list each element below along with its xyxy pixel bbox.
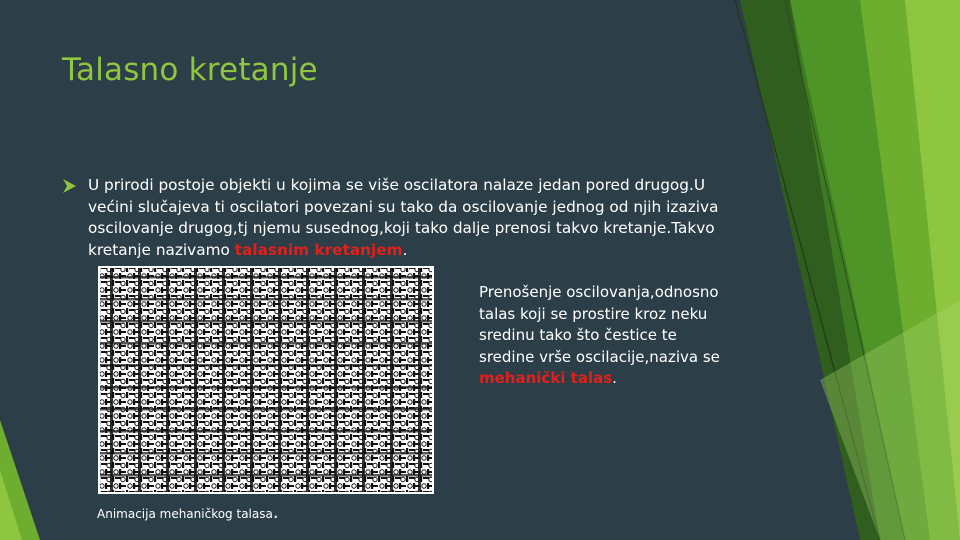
bullet-text-body: U prirodi postoje objekti u kojima se više oscilatora nalaze jedan pored drugog.U većini slučajeva ti oscilatori povezani su tako da oscilovanje jednog od njih izaziva oscilovanje drugog,tj njemu susednog,koji tako dalje prenosi takvo kretanje.Takvo kretanje nazivamo [88, 176, 719, 259]
slide-title: Talasno kretanje [62, 52, 318, 88]
bullet-text [88, 175, 728, 261]
caption-dot: . [272, 502, 279, 523]
mechanical-wave-animation [98, 266, 434, 494]
bullet-highlight: talasnim kretanjem [234, 240, 403, 259]
caption-text: Animacija mehaničkog talasa [97, 507, 273, 521]
green-diamond-arrow-icon [62, 178, 78, 194]
side-highlight: mehanički talas [479, 369, 613, 387]
animation-caption [97, 502, 279, 523]
side-text-body: Prenošenje oscilovanja,odnosno talas koji se prostire kroz neku sredinu tako što čestice te sredine vrše oscilacije,naziva se [479, 283, 720, 366]
side-text-end: . [612, 369, 617, 387]
bullet-text-end: . [402, 240, 408, 259]
side-description [479, 282, 729, 390]
